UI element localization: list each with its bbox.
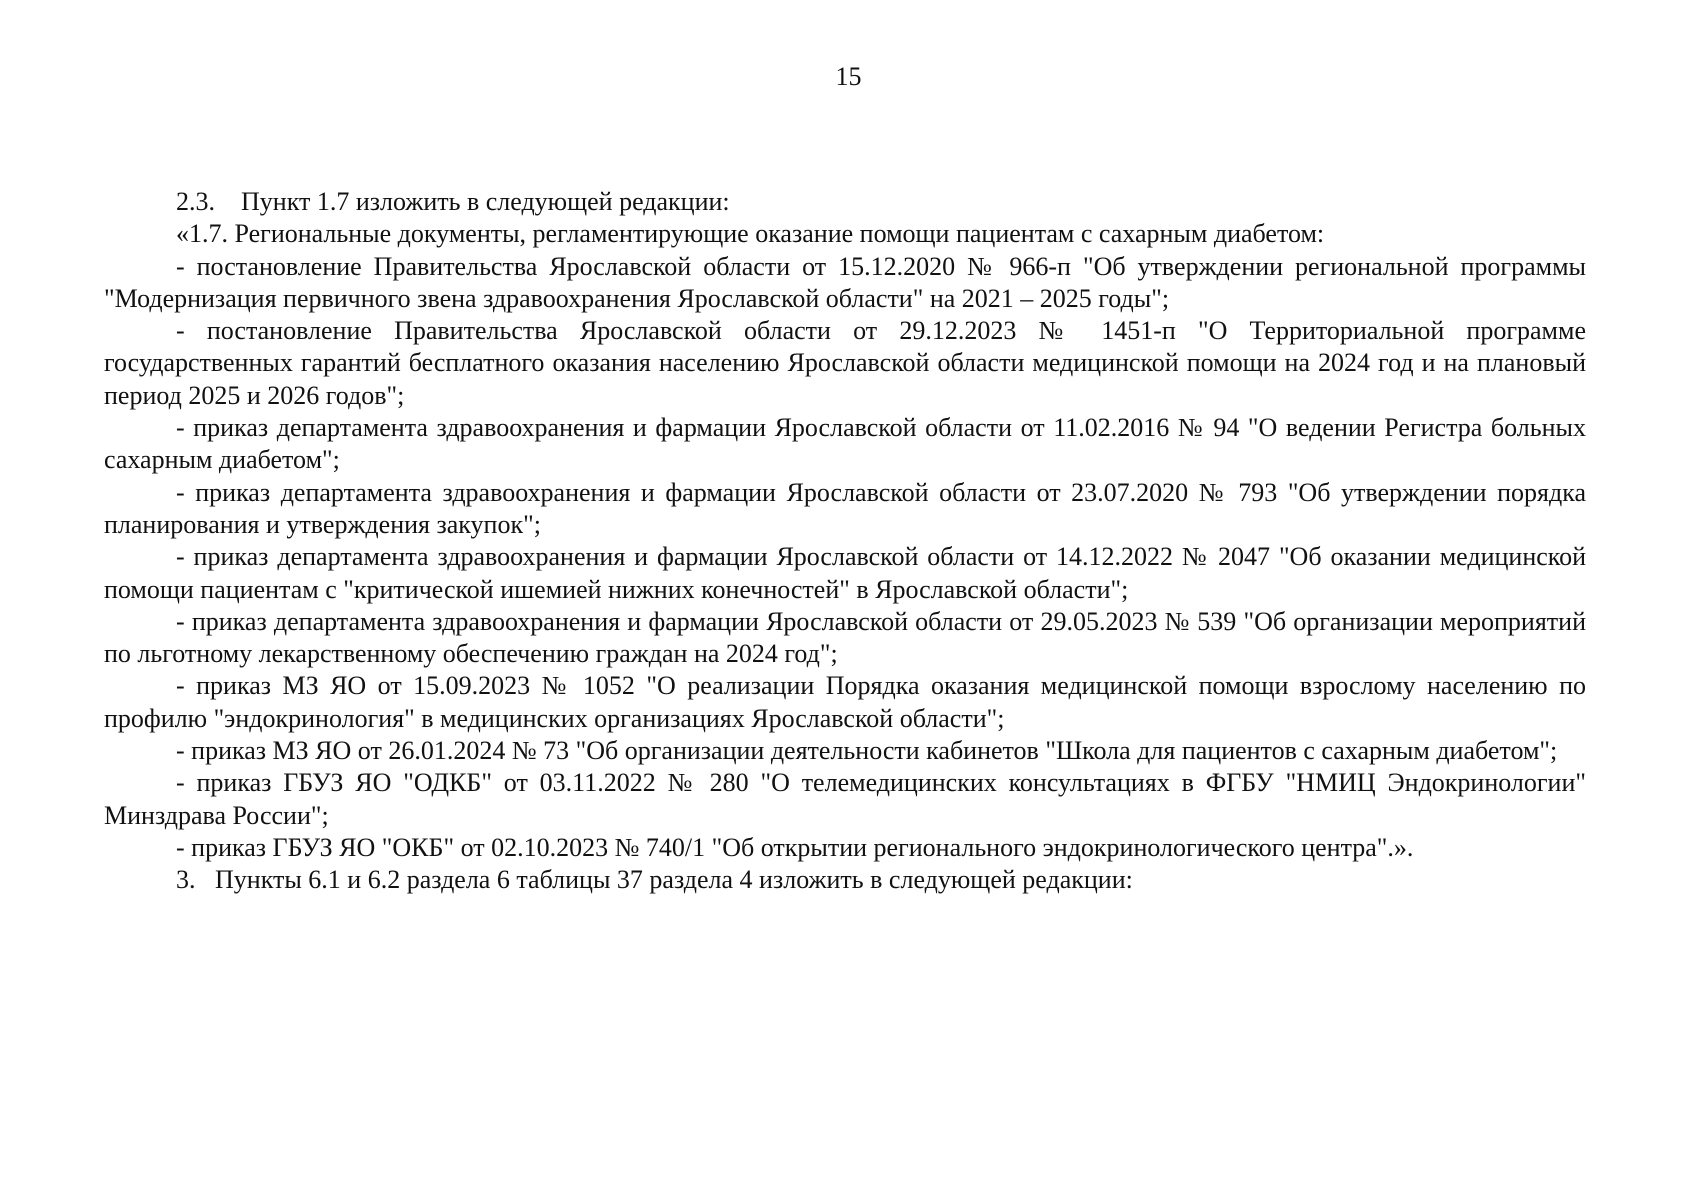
document-body bbox=[104, 186, 1586, 897]
document-item-9: - приказ ГБУЗ ЯО "ОДКБ" от 03.11.2022 № 280 "О телемедицинских консультациях в ФГБУ "НМИЦ Эндокринологии" Минздрава России"; bbox=[104, 768, 1586, 830]
paragraph-3: 3. Пункты 6.1 и 6.2 раздела 6 таблицы 37 раздела 4 изложить в следующей редакции: bbox=[176, 865, 1133, 895]
document-item-8: - приказ МЗ ЯО от 26.01.2024 № 73 "Об организации деятельности кабинетов "Школа для пациентов с сахарным диабетом"; bbox=[176, 736, 1558, 766]
paragraph-1-7-heading: «1.7. Региональные документы, регламентирующие оказание помощи пациентам с сахарным диабетом: bbox=[176, 219, 1325, 249]
paragraph-2-3: 2.3. Пункт 1.7 изложить в следующей редакции: bbox=[176, 187, 730, 216]
document-item-3: - приказ департамента здравоохранения и фармации Ярославской области от 11.02.2016 № 94 "О ведении Регистра больных сахарным диабетом"; bbox=[104, 413, 1586, 475]
document-item-2: - постановление Правительства Ярославской области от 29.12.2023 № 1451-п "О Территориальной программе государственных гарантий бесплатного оказания населению Ярославской области медицинской помощи на 2024 год и на плановый период 2025 и 2026 годов"; bbox=[104, 316, 1586, 410]
document-item-6: - приказ департамента здравоохранения и фармации Ярославской области от 29.05.2023 № 539 "Об организации мероприятий по льготному лекарственному обеспечению граждан на 2024 год"; bbox=[104, 606, 1586, 669]
document-item-7: - приказ МЗ ЯО от 15.09.2023 № 1052 "О реализации Порядка оказания медицинской помощи взрослому населению по профилю "эндокринология" в медицинских организациях Ярославской области"; bbox=[104, 671, 1586, 733]
document-item-1: - постановление Правительства Ярославской области от 15.12.2020 № 966-п "Об утверждении региональной программы "Модернизация первичного звена здравоохранения Ярославской области" на 2021 – 2025 годы"; bbox=[104, 251, 1586, 313]
document-item-4: - приказ департамента здравоохранения и фармации Ярославской области от 23.07.2020 № 793 "Об утверждении порядка планирования и утверждения закупок"; bbox=[104, 477, 1586, 539]
document-item-10: - приказ ГБУЗ ЯО "ОКБ" от 02.10.2023 № 740/1 "Об открытии регионального эндокринологического центра".». bbox=[176, 832, 1414, 862]
document-item-5: - приказ департамента здравоохранения и фармации Ярославской области от 14.12.2022 № 2047 "Об оказании медицинской помощи пациентам с "критической ишемией нижних конечностей" в Ярославской области"; bbox=[104, 542, 1586, 604]
page-number: 15 bbox=[835, 62, 862, 91]
